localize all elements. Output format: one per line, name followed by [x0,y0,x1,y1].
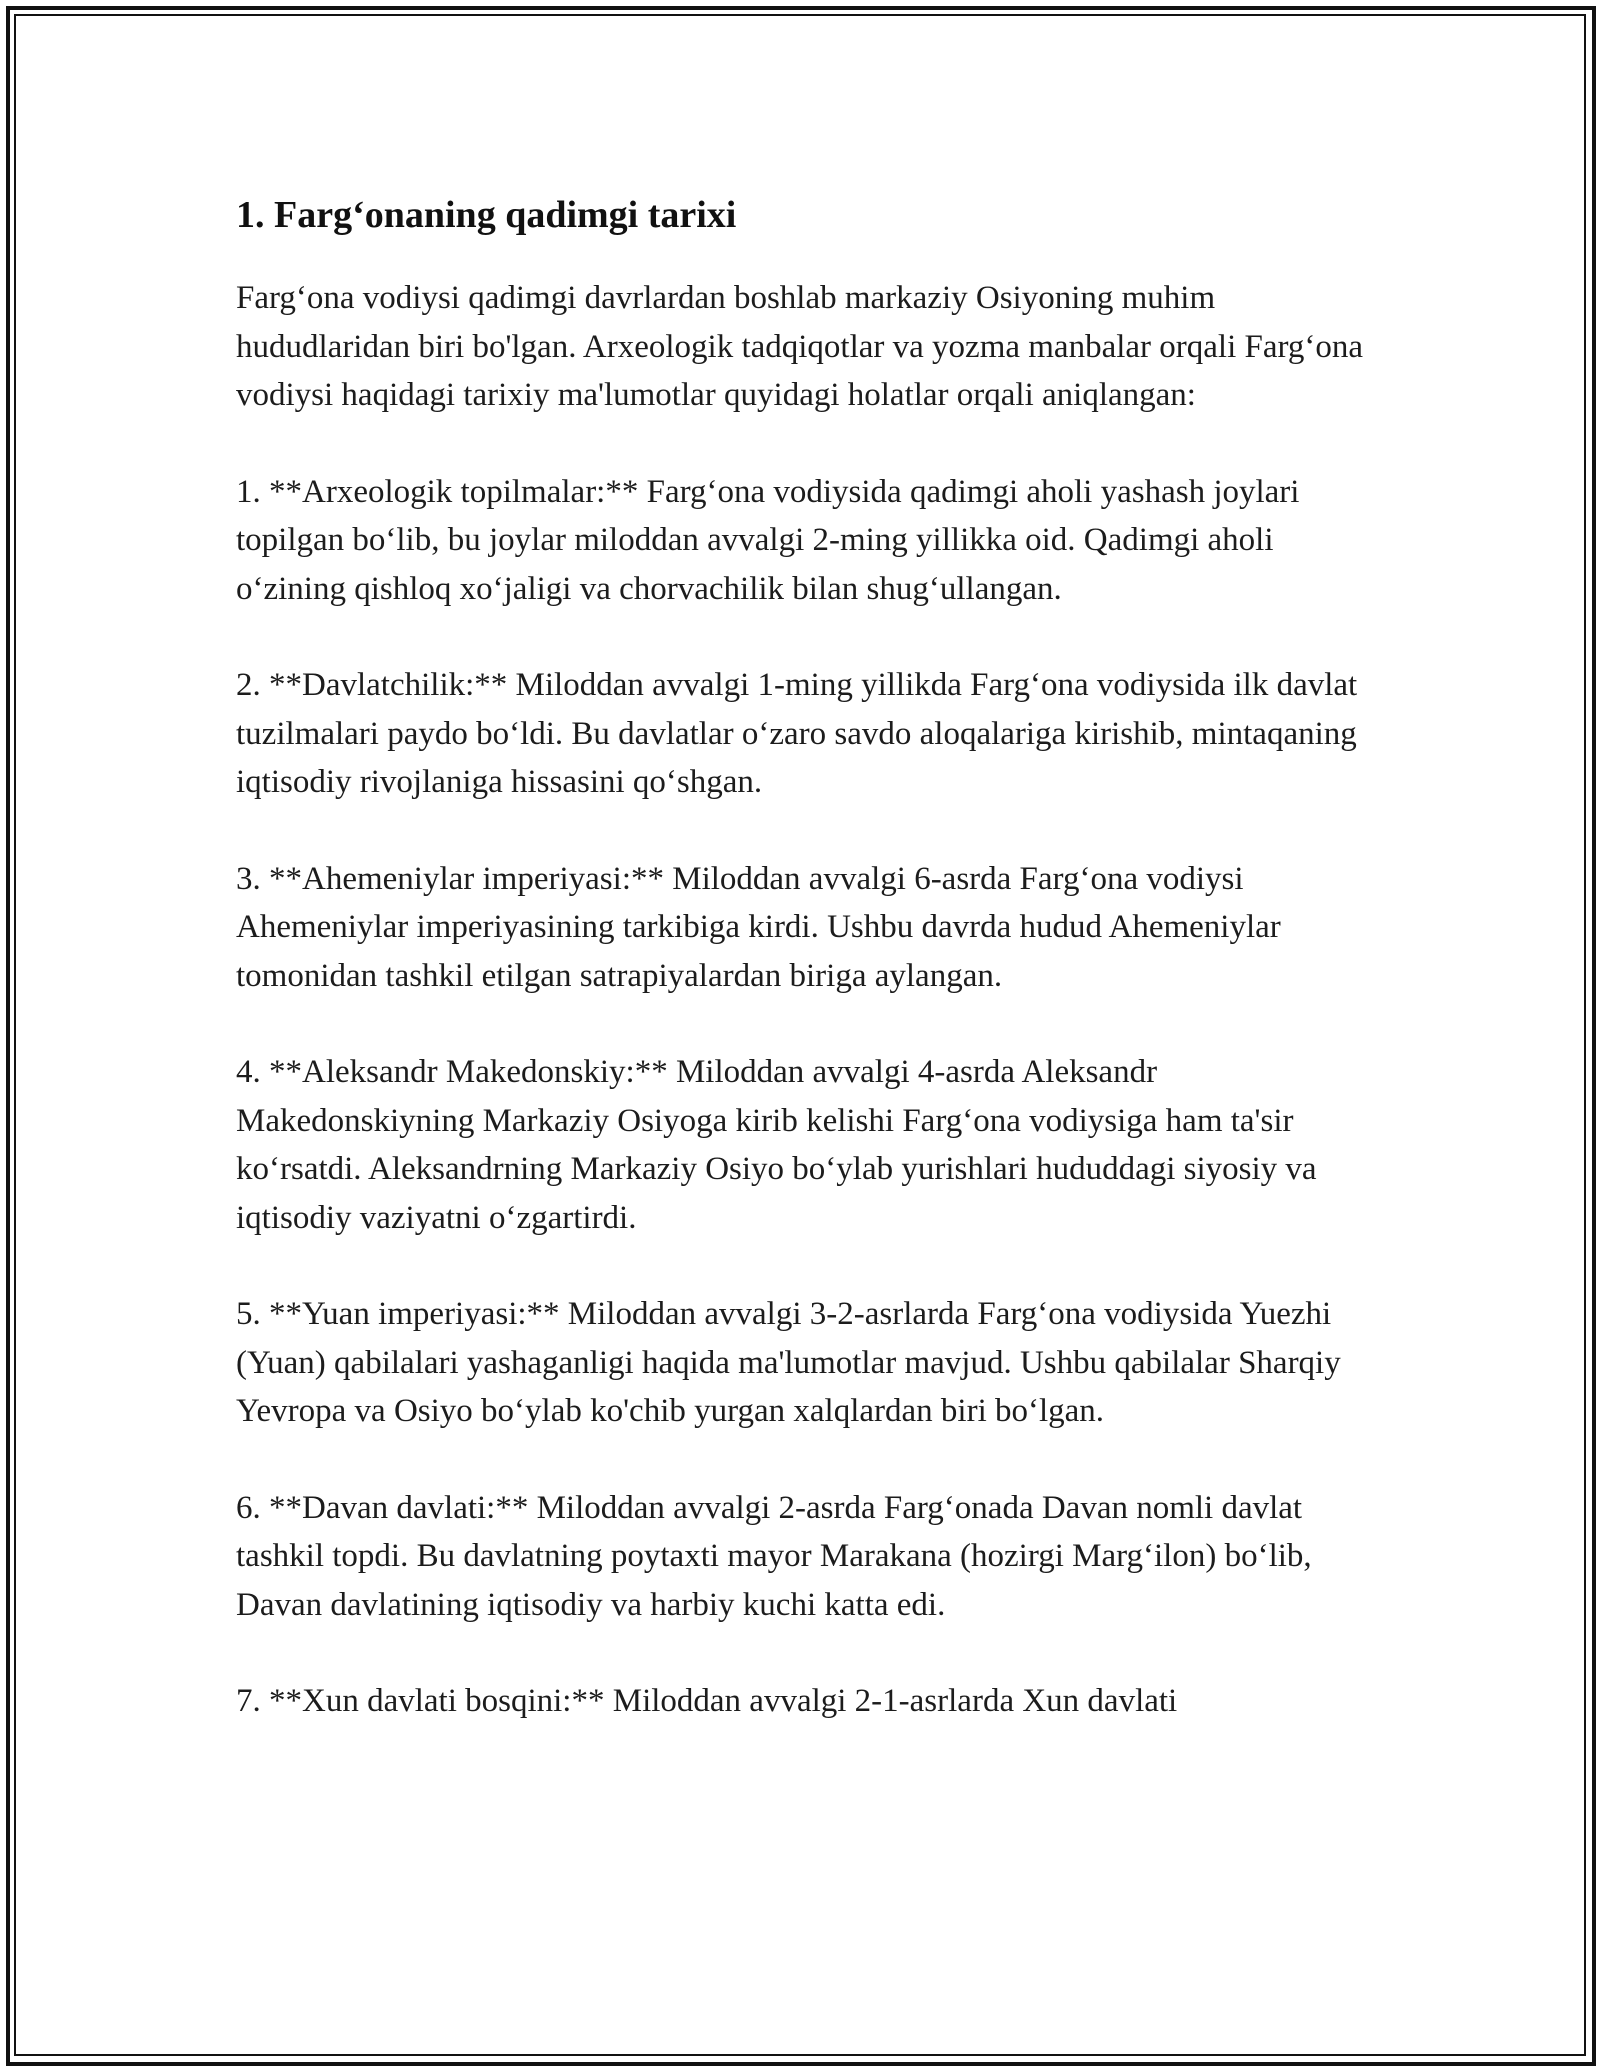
list-item-7: 7. **Xun davlati bosqini:** Miloddan avvalgi 2-1-asrlarda Xun davlati [236,1683,1178,1719]
list-item-2: 2. **Davlatchilik:** Miloddan avvalgi 1-ming yillikda Farg‘ona vodiysida ilk davlat tuzilmalari paydo bo‘ldi. Bu davlatlar o‘zaro savdo aloqalariga kirishib, mintaqaning iqtisodiy rivojlaniga hissasini qo‘shgan. [236,667,1358,800]
list-item-5: 5. **Yuan imperiyasi:** Miloddan avvalgi 3-2-asrlarda Farg‘ona vodiysida Yuezhi (Yuan) qabilalari yashaganligi haqida ma'lumotlar mavjud. Ushbu qabilalar Sharqiy Yevropa va Osiyo bo‘ylab ko'chib yurgan xalqlardan biri bo‘lgan. [236,1296,1341,1429]
list-item-1: 1. **Arxeologik topilmalar:** Farg‘ona vodiysida qadimgi aholi yashash joylari topilgan bo‘lib, bu joylar miloddan avvalgi 2-ming yillikka oid. Qadimgi aholi o‘zining qishloq xo‘jaligi va chorvachilik bilan shug‘ullangan. [236,473,1300,607]
section-title: 1. Farg‘onaning qadimgi tarixi [236,194,737,236]
list-item-6: 6. **Davan davlati:** Miloddan avvalgi 2-asrda Farg‘onada Davan nomli davlat tashkil topdi. Bu davlatning poytaxti mayor Marakana (hozirgi Marg‘ilon) bo‘lib, Davan davlatining iqtisodiy va harbiy kuchi katta edi. [236,1489,1312,1623]
intro-paragraph: Farg‘ona vodiysi qadimgi davrlardan boshlab markaziy Osiyoning muhim hududlaridan biri bo'lgan. Arxeologik tadqiqotlar va yozma manbalar orqali Farg‘ona vodiysi haqidagi tarixiy ma'lumotlar quyidagi holatlar orqali aniqlangan: [236,280,1364,413]
document-page [236,188,1376,1774]
list-item-3: 3. **Ahemeniylar imperiyasi:** Miloddan avvalgi 6-asrda Farg‘ona vodiysi Ahemeniylar imperiyasining tarkibiga kirdi. Ushbu davrda hudud Ahemeniylar tomonidan tashkil etilgan satrapiyalardan biriga aylangan. [236,860,1281,994]
list-item-4: 4. **Aleksandr Makedonskiy:** Miloddan avvalgi 4-asrda Aleksandr Makedonskiyning Markaziy Osiyoga kirib kelishi Farg‘ona vodiysiga ham ta'sir ko‘rsatdi. Aleksandrning Markaziy Osiyo bo‘ylab yurishlari hududdagi siyosiy va iqtisodiy vaziyatni o‘zgartirdi. [236,1054,1317,1236]
